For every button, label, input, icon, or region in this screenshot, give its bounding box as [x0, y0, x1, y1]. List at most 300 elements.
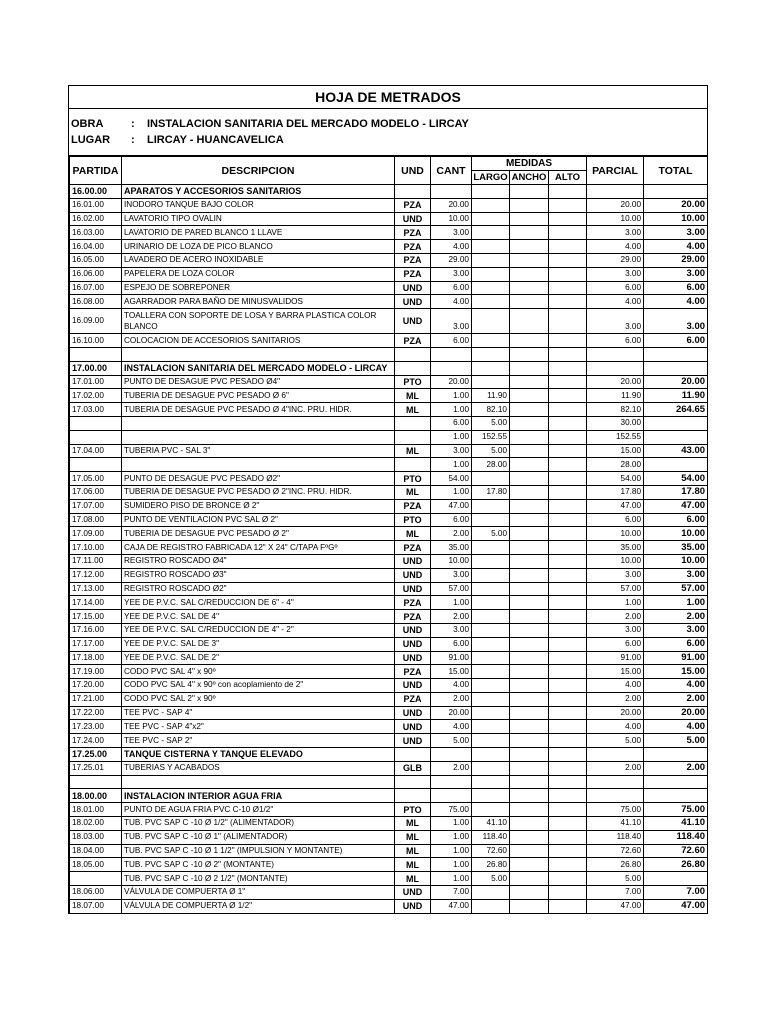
ancho-cell [510, 458, 549, 472]
largo-cell [472, 568, 510, 582]
cant-cell: 20.00 [431, 375, 472, 389]
parcial-cell: 3.00 [587, 226, 644, 240]
alto-cell [549, 253, 587, 267]
table-row [70, 541, 708, 555]
alto-cell [549, 212, 587, 226]
largo-cell [472, 309, 510, 334]
lugar-separator: : [131, 134, 135, 146]
parcial-cell: 30.00 [587, 416, 644, 430]
und-cell: PZA [395, 665, 431, 679]
total-cell [644, 872, 708, 886]
cant-cell: 2.00 [431, 527, 472, 541]
parcial-cell: 41.10 [587, 817, 644, 831]
descripcion-cell: INODORO TANQUE BAJO COLOR [122, 198, 395, 212]
alto-cell [549, 872, 587, 886]
und-cell: UND [395, 623, 431, 637]
alto-cell [549, 692, 587, 706]
largo-cell: 17.80 [472, 485, 510, 499]
parcial-cell: 2.00 [587, 692, 644, 706]
descripcion-cell: REGISTRO ROSCADO Ø4" [122, 554, 395, 568]
cant-cell: 1.00 [431, 485, 472, 499]
parcial-cell: 4.00 [587, 240, 644, 254]
partida-cell: 16.04.00 [70, 240, 122, 254]
alto-cell [549, 803, 587, 817]
cant-cell: 75.00 [431, 803, 472, 817]
table-row [70, 803, 708, 817]
parcial-cell: 29.00 [587, 253, 644, 267]
partida-cell: 17.19.00 [70, 665, 122, 679]
table-row [70, 775, 708, 789]
table-row [70, 375, 708, 389]
table-row [70, 472, 708, 486]
parcial-cell: 35.00 [587, 541, 644, 555]
total-cell: 41.10 [644, 817, 708, 831]
partida-cell [70, 416, 122, 430]
partida-cell: 17.15.00 [70, 610, 122, 624]
total-cell: 3.00 [644, 309, 708, 334]
largo-cell [472, 212, 510, 226]
descripcion-cell: TUB. PVC SAP C -10 Ø 1" (ALIMENTADOR) [122, 830, 395, 844]
partida-cell: 17.02.00 [70, 389, 122, 403]
und-cell: UND [395, 582, 431, 596]
alto-cell [549, 582, 587, 596]
und-cell [395, 775, 431, 789]
total-cell: 3.00 [644, 623, 708, 637]
parcial-cell: 5.00 [587, 734, 644, 748]
ancho-cell [510, 375, 549, 389]
total-cell: 26.80 [644, 858, 708, 872]
descripcion-cell: PAPELERA DE LOZA COLOR [122, 267, 395, 281]
total-cell: 4.00 [644, 679, 708, 693]
und-cell: UND [395, 651, 431, 665]
alto-cell [549, 706, 587, 720]
und-cell: ML [395, 403, 431, 417]
table-row [70, 347, 708, 361]
und-cell: PTO [395, 375, 431, 389]
alto-cell [549, 267, 587, 281]
parcial-cell: 20.00 [587, 375, 644, 389]
partida-cell: 17.25.01 [70, 761, 122, 775]
alto-cell [549, 458, 587, 472]
total-cell [644, 458, 708, 472]
total-cell [644, 347, 708, 361]
total-cell: 6.00 [644, 637, 708, 651]
descripcion-cell: TUB. PVC SAP C -10 Ø 2 1/2" (MONTANTE) [122, 872, 395, 886]
und-cell: ML [395, 817, 431, 831]
largo-cell [472, 375, 510, 389]
total-cell [644, 416, 708, 430]
descripcion-cell: TOALLERA CON SOPORTE DE LOSA Y BARRA PLASTICA COLOR BLANCO [122, 309, 395, 334]
partida-cell: 17.11.00 [70, 554, 122, 568]
cant-cell: 54.00 [431, 472, 472, 486]
alto-cell [549, 375, 587, 389]
descripcion-cell: TUBERIA DE DESAGUE PVC PESADO Ø 2" [122, 527, 395, 541]
cant-cell: 3.00 [431, 623, 472, 637]
total-cell: 4.00 [644, 295, 708, 309]
header-alto: ALTO [549, 171, 587, 185]
parcial-cell: 6.00 [587, 334, 644, 348]
total-cell: 91.00 [644, 651, 708, 665]
und-cell: PZA [395, 692, 431, 706]
partida-cell: 17.12.00 [70, 568, 122, 582]
total-cell [644, 430, 708, 444]
cant-cell: 6.00 [431, 281, 472, 295]
ancho-cell [510, 844, 549, 858]
header-medidas: MEDIDAS [472, 157, 587, 171]
table-row [70, 623, 708, 637]
table-row [70, 637, 708, 651]
descripcion-cell: TEE PVC - SAP 4" [122, 706, 395, 720]
alto-cell [549, 281, 587, 295]
descripcion-cell [122, 430, 395, 444]
ancho-cell [510, 582, 549, 596]
obra-label: OBRA [71, 118, 104, 130]
und-cell: ML [395, 444, 431, 458]
table-row [70, 665, 708, 679]
cant-cell: 6.00 [431, 416, 472, 430]
und-cell: PZA [395, 610, 431, 624]
table-row [70, 554, 708, 568]
total-cell: 4.00 [644, 720, 708, 734]
descripcion-cell: INSTALACION INTERIOR AGUA FRIA [122, 789, 395, 803]
descripcion-cell: AGARRADOR PARA BAÑO DE MINUSVALIDOS [122, 295, 395, 309]
largo-cell: 152.55 [472, 430, 510, 444]
parcial-cell: 1.00 [587, 596, 644, 610]
ancho-cell [510, 651, 549, 665]
descripcion-cell: COLOCACION DE ACCESORIOS SANITARIOS [122, 334, 395, 348]
table-row [70, 281, 708, 295]
cant-cell [431, 361, 472, 375]
und-cell: UND [395, 309, 431, 334]
und-cell [395, 789, 431, 803]
partida-cell: 16.10.00 [70, 334, 122, 348]
und-cell: PZA [395, 267, 431, 281]
partida-cell: 17.21.00 [70, 692, 122, 706]
parcial-cell: 47.00 [587, 899, 644, 913]
total-cell: 10.00 [644, 527, 708, 541]
descripcion-cell: CODO PVC SAL 4" x 90º [122, 665, 395, 679]
alto-cell [549, 416, 587, 430]
largo-cell [472, 623, 510, 637]
cant-cell: 4.00 [431, 240, 472, 254]
alto-cell [549, 527, 587, 541]
partida-cell: 17.20.00 [70, 679, 122, 693]
und-cell [395, 185, 431, 199]
total-cell [644, 361, 708, 375]
alto-cell [549, 361, 587, 375]
total-cell: 6.00 [644, 281, 708, 295]
und-cell: UND [395, 886, 431, 900]
und-cell: UND [395, 295, 431, 309]
table-row [70, 610, 708, 624]
descripcion-cell: REGISTRO ROSCADO Ø2" [122, 582, 395, 596]
descripcion-cell: APARATOS Y ACCESORIOS SANITARIOS [122, 185, 395, 199]
descripcion-cell: LAVATORIO TIPO OVALIN [122, 212, 395, 226]
table-row [70, 761, 708, 775]
und-cell: PTO [395, 803, 431, 817]
largo-cell [472, 513, 510, 527]
descripcion-cell [122, 347, 395, 361]
descripcion-cell: TEE PVC - SAP 4"x2" [122, 720, 395, 734]
cant-cell: 7.00 [431, 886, 472, 900]
header-largo: LARGO [473, 172, 508, 183]
descripcion-cell: TEE PVC - SAP 2" [122, 734, 395, 748]
parcial-cell: 4.00 [587, 295, 644, 309]
cant-cell: 4.00 [431, 720, 472, 734]
und-cell: UND [395, 212, 431, 226]
ancho-cell [510, 499, 549, 513]
table-row [70, 499, 708, 513]
parcial-cell: 6.00 [587, 513, 644, 527]
alto-cell [549, 844, 587, 858]
total-cell: 20.00 [644, 198, 708, 212]
header-partida: PARTIDA [70, 157, 122, 185]
parcial-cell: 10.00 [587, 212, 644, 226]
table-row [70, 458, 708, 472]
total-cell [644, 748, 708, 762]
largo-cell: 26.80 [472, 858, 510, 872]
parcial-cell: 3.00 [587, 623, 644, 637]
descripcion-cell: TUBERIA DE DESAGUE PVC PESADO Ø 4"INC. PRU. HIDR. [122, 403, 395, 417]
cant-cell: 1.00 [431, 389, 472, 403]
partida-cell: 17.07.00 [70, 499, 122, 513]
ancho-cell [510, 817, 549, 831]
alto-cell [549, 240, 587, 254]
cant-cell: 3.00 [431, 309, 472, 334]
metrados-table [69, 156, 708, 914]
ancho-cell [510, 513, 549, 527]
partida-cell: 16.01.00 [70, 198, 122, 212]
alto-cell [549, 554, 587, 568]
parcial-cell: 3.00 [587, 267, 644, 281]
alto-cell [549, 817, 587, 831]
und-cell: ML [395, 485, 431, 499]
ancho-cell [510, 416, 549, 430]
und-cell: GLB [395, 761, 431, 775]
total-cell: 7.00 [644, 886, 708, 900]
cant-cell: 6.00 [431, 334, 472, 348]
table-row [70, 830, 708, 844]
largo-cell [472, 899, 510, 913]
und-cell [395, 416, 431, 430]
partida-cell: 17.25.00 [70, 748, 122, 762]
partida-cell: 18.04.00 [70, 844, 122, 858]
ancho-cell [510, 886, 549, 900]
ancho-cell [510, 596, 549, 610]
obra-line [71, 117, 469, 131]
partida-cell: 18.03.00 [70, 830, 122, 844]
alto-cell [549, 596, 587, 610]
cant-cell [431, 789, 472, 803]
und-cell: ML [395, 830, 431, 844]
ancho-cell [510, 637, 549, 651]
ancho-cell [510, 789, 549, 803]
ancho-cell [510, 541, 549, 555]
alto-cell [549, 389, 587, 403]
ancho-cell [510, 212, 549, 226]
ancho-cell [510, 295, 549, 309]
largo-cell [472, 734, 510, 748]
parcial-cell: 10.00 [587, 554, 644, 568]
cant-cell [431, 185, 472, 199]
total-cell: 5.00 [644, 734, 708, 748]
alto-cell [549, 748, 587, 762]
descripcion-cell: CODO PVC SAL 4" x 90º con acoplamiento de 2" [122, 679, 395, 693]
cant-cell: 4.00 [431, 295, 472, 309]
parcial-cell: 3.00 [587, 309, 644, 334]
table-row [70, 789, 708, 803]
largo-cell [472, 651, 510, 665]
ancho-cell [510, 281, 549, 295]
descripcion-cell: YEE DE P.V.C. SAL DE 2" [122, 651, 395, 665]
table-row [70, 720, 708, 734]
parcial-cell: 57.00 [587, 582, 644, 596]
cant-cell: 20.00 [431, 198, 472, 212]
lugar-line [71, 133, 284, 147]
und-cell: UND [395, 637, 431, 651]
descripcion-cell: TUBERIA DE DESAGUE PVC PESADO Ø 6" [122, 389, 395, 403]
total-cell: 43.00 [644, 444, 708, 458]
descripcion-cell: TANQUE CISTERNA Y TANQUE ELEVADO [122, 748, 395, 762]
descripcion-cell: URINARIO DE LOZA DE PICO BLANCO [122, 240, 395, 254]
table-row [70, 734, 708, 748]
cant-cell [431, 775, 472, 789]
und-cell: UND [395, 554, 431, 568]
largo-cell [472, 267, 510, 281]
partida-cell: 17.09.00 [70, 527, 122, 541]
table-row [70, 212, 708, 226]
parcial-cell: 118.40 [587, 830, 644, 844]
ancho-cell [510, 803, 549, 817]
partida-cell: 17.08.00 [70, 513, 122, 527]
header-total: TOTAL [644, 157, 708, 185]
partida-cell: 17.14.00 [70, 596, 122, 610]
table-row [70, 267, 708, 281]
header-parcial: PARCIAL [587, 157, 644, 185]
alto-cell [549, 610, 587, 624]
partida-cell: 17.24.00 [70, 734, 122, 748]
ancho-cell [510, 389, 549, 403]
ancho-cell [510, 761, 549, 775]
largo-cell: 118.40 [472, 830, 510, 844]
ancho-cell [510, 610, 549, 624]
ancho-cell [510, 706, 549, 720]
und-cell: UND [395, 706, 431, 720]
alto-cell [549, 513, 587, 527]
ancho-cell [510, 253, 549, 267]
sheet-title: HOJA DE METRADOS [69, 86, 707, 109]
cant-cell: 1.00 [431, 858, 472, 872]
alto-cell [549, 637, 587, 651]
und-cell: PZA [395, 499, 431, 513]
table-row [70, 844, 708, 858]
parcial-cell: 82.10 [587, 403, 644, 417]
cant-cell: 6.00 [431, 637, 472, 651]
alto-cell [549, 789, 587, 803]
und-cell [395, 458, 431, 472]
partida-cell: 16.06.00 [70, 267, 122, 281]
cant-cell: 91.00 [431, 651, 472, 665]
descripcion-cell: TUBERIA PVC - SAL 3" [122, 444, 395, 458]
largo-cell [472, 761, 510, 775]
parcial-cell [587, 361, 644, 375]
cant-cell: 2.00 [431, 692, 472, 706]
table-row [70, 185, 708, 199]
partida-cell: 18.06.00 [70, 886, 122, 900]
parcial-cell: 2.00 [587, 610, 644, 624]
table-row [70, 568, 708, 582]
partida-cell: 16.05.00 [70, 253, 122, 267]
und-cell: PZA [395, 334, 431, 348]
largo-cell [472, 582, 510, 596]
total-cell: 6.00 [644, 334, 708, 348]
table-row [70, 309, 708, 334]
largo-cell [472, 665, 510, 679]
alto-cell [549, 499, 587, 513]
alto-cell [549, 761, 587, 775]
partida-cell: 17.04.00 [70, 444, 122, 458]
total-cell: 2.00 [644, 761, 708, 775]
alto-cell [549, 485, 587, 499]
und-cell [395, 347, 431, 361]
largo-cell [472, 748, 510, 762]
alto-cell [549, 403, 587, 417]
table-row [70, 899, 708, 913]
ancho-cell [510, 485, 549, 499]
descripcion-cell: VÁLVULA DE COMPUERTA Ø 1" [122, 886, 395, 900]
cant-cell: 35.00 [431, 541, 472, 555]
und-cell: ML [395, 389, 431, 403]
und-cell [395, 748, 431, 762]
cant-cell [431, 347, 472, 361]
total-cell: 10.00 [644, 554, 708, 568]
descripcion-cell: CODO PVC SAL 2" x 90º [122, 692, 395, 706]
total-cell: 4.00 [644, 240, 708, 254]
parcial-cell [587, 789, 644, 803]
total-cell: 35.00 [644, 541, 708, 555]
ancho-cell [510, 554, 549, 568]
ancho-cell [510, 361, 549, 375]
largo-cell [472, 295, 510, 309]
total-cell: 47.00 [644, 899, 708, 913]
table-row [70, 226, 708, 240]
total-cell: 54.00 [644, 472, 708, 486]
alto-cell [549, 295, 587, 309]
parcial-cell: 72.60 [587, 844, 644, 858]
ancho-cell [510, 830, 549, 844]
cant-cell: 2.00 [431, 761, 472, 775]
partida-cell: 17.17.00 [70, 637, 122, 651]
cant-cell: 2.00 [431, 610, 472, 624]
parcial-cell [587, 185, 644, 199]
und-cell: ML [395, 872, 431, 886]
largo-cell [472, 720, 510, 734]
ancho-cell [510, 568, 549, 582]
parcial-cell: 2.00 [587, 761, 644, 775]
descripcion-cell: TUB. PVC SAP C -10 Ø 1 1/2" (IMPULSION Y MONTANTE) [122, 844, 395, 858]
und-cell: PTO [395, 513, 431, 527]
total-cell [644, 185, 708, 199]
table-row [70, 872, 708, 886]
table-row [70, 596, 708, 610]
total-cell: 118.40 [644, 830, 708, 844]
ancho-cell [510, 734, 549, 748]
cant-cell: 1.00 [431, 817, 472, 831]
alto-cell [549, 334, 587, 348]
descripcion-cell: PUNTO DE DESAGUE PVC PESADO Ø2" [122, 472, 395, 486]
und-cell: PZA [395, 253, 431, 267]
largo-cell: 72.60 [472, 844, 510, 858]
